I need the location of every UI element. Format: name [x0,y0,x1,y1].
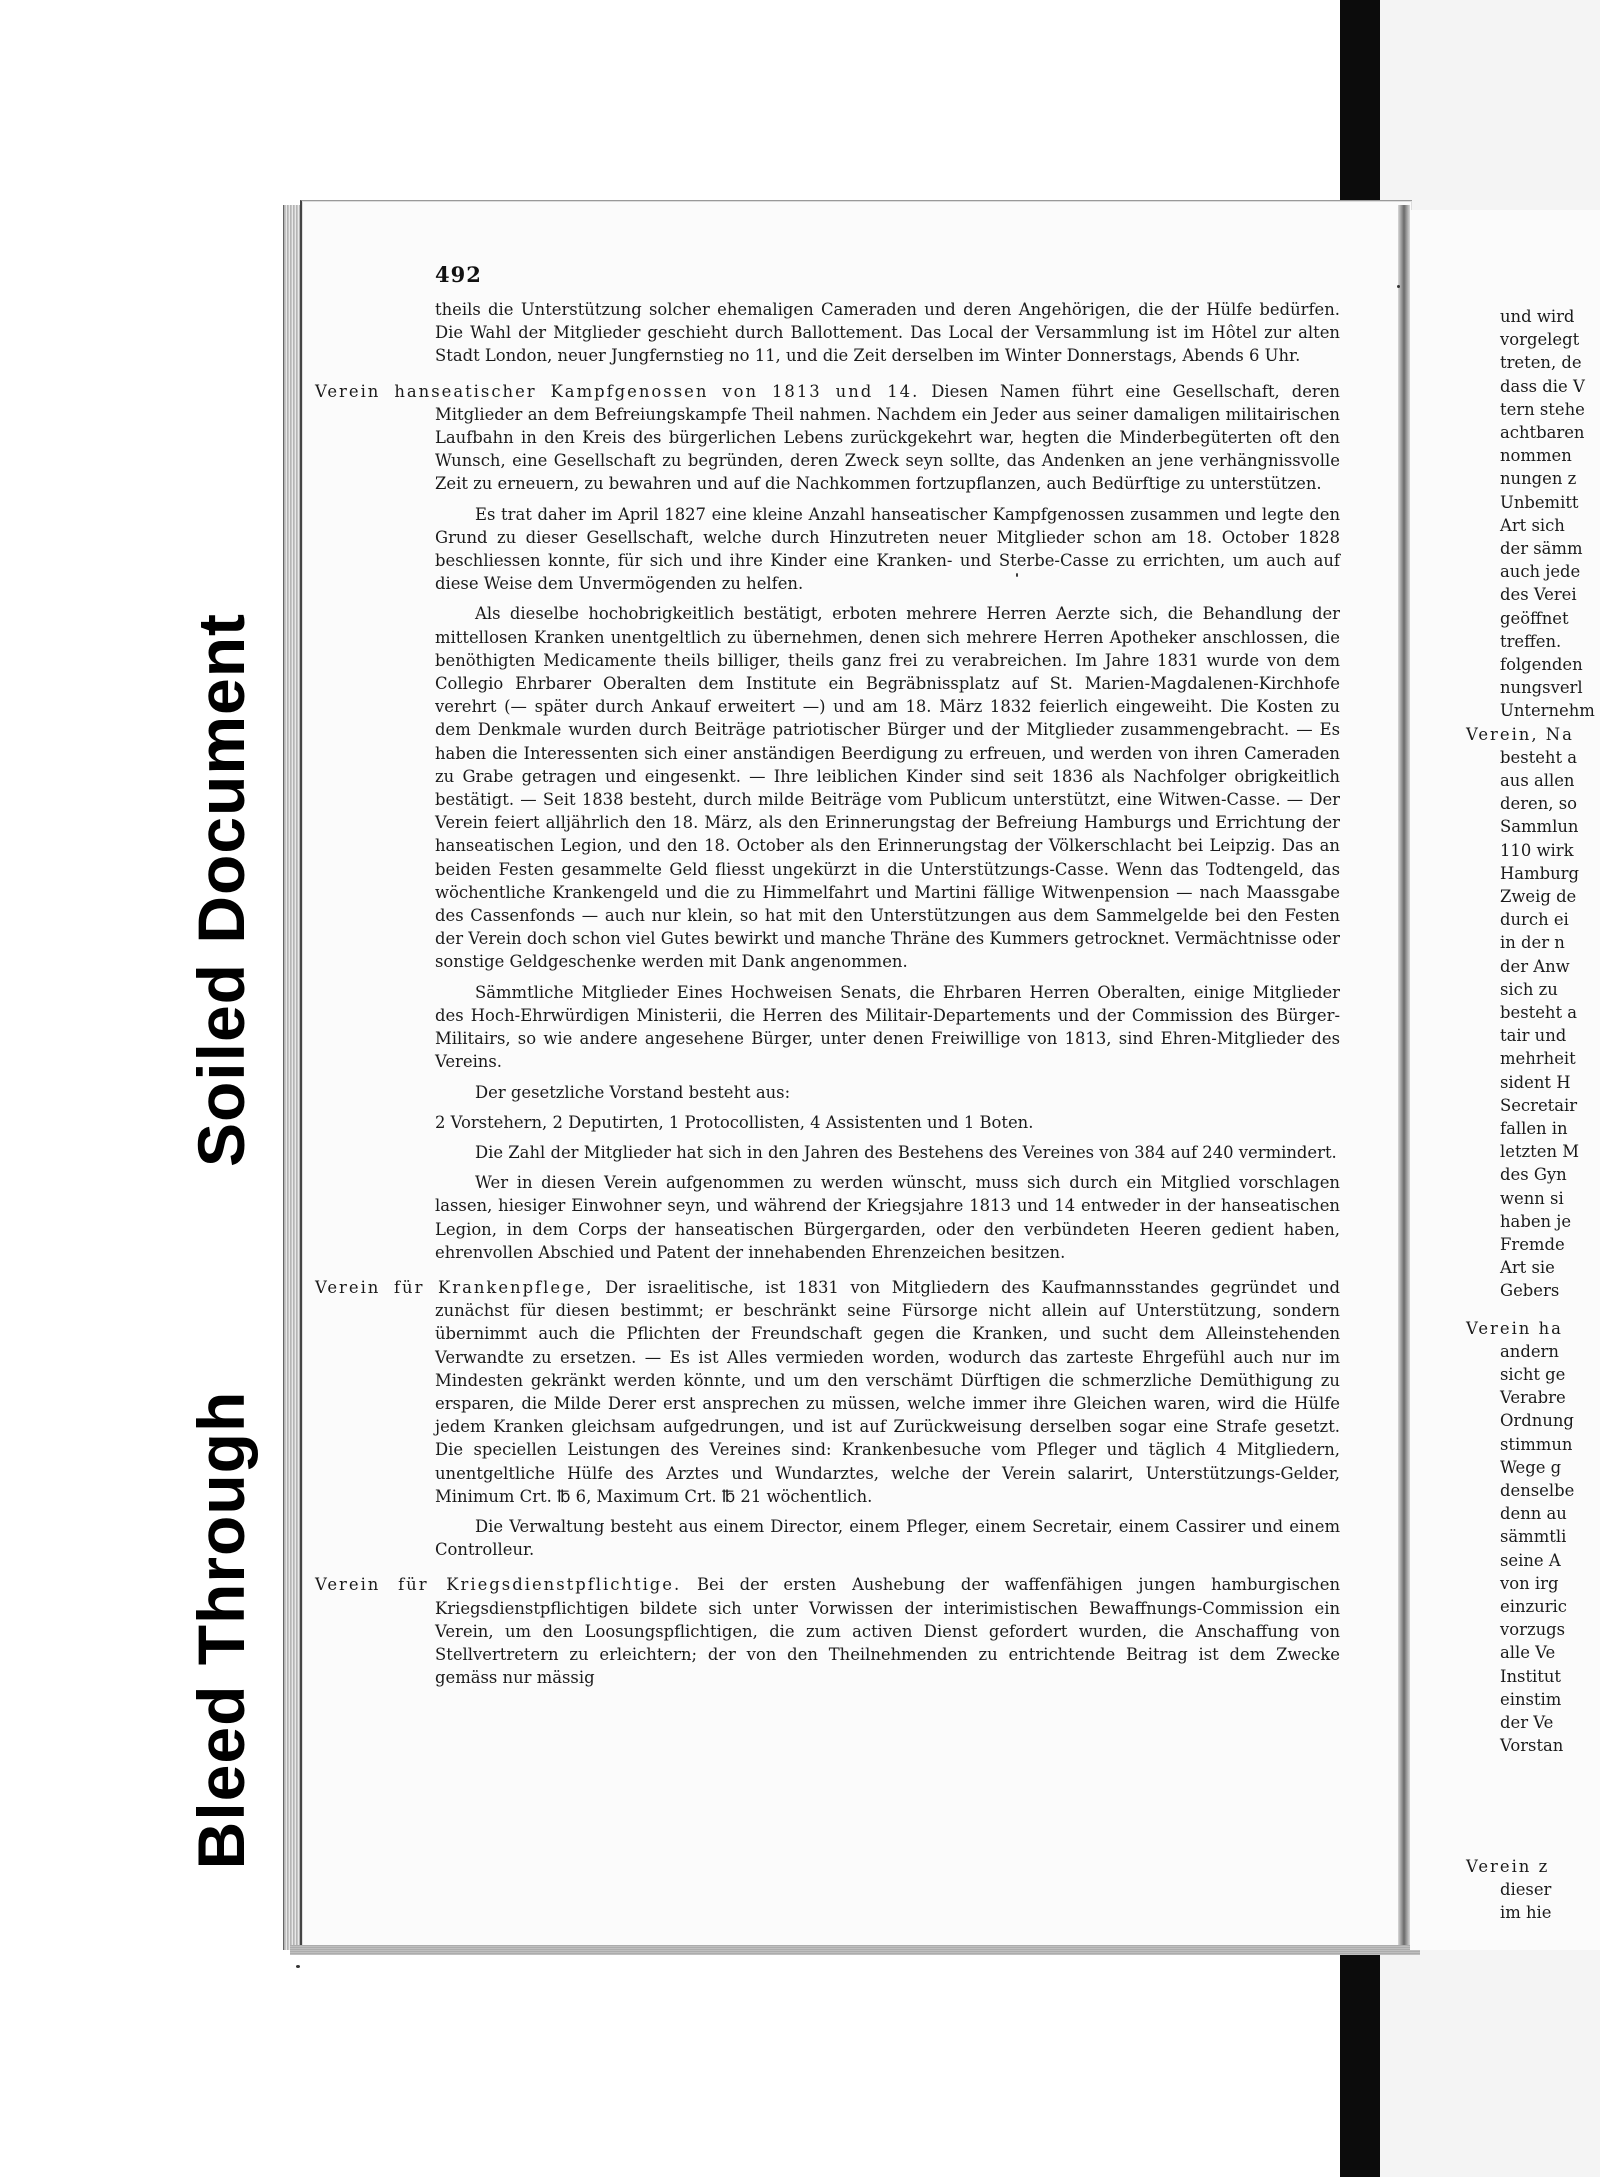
entry-paragraph [315,380,1340,496]
facing-text-line: wenn si [1500,1188,1564,1208]
facing-text-line: des Verei [1500,585,1577,605]
facing-text-line: sich zu [1500,979,1558,999]
entry-heading: Verein für Kriegsdienstpflichtige. [315,1575,682,1595]
facing-text-line: dass die V [1500,376,1585,396]
soil-speck [1016,573,1018,577]
facing-text-line: alle Ve [1500,1643,1556,1663]
facing-text-line: Secretair [1500,1095,1578,1115]
facing-text-line: einzuric [1500,1596,1567,1616]
facing-text-line: letzten M [1500,1142,1579,1162]
facing-text-line: Wege g [1500,1457,1562,1477]
body-paragraph: Wer in diesen Verein aufgenommen zu werden wünscht, muss sich durch ein Mitglied vorschlagen lassen, hiesiger Einwohner seyn, und während der Kriegsjahre 1813 und 14 entweder in der hanseatischen Legion, in dem Corps der hanseatischen Bürgergarden, oder den verbündeten Heeren gedient haben, ehrenvollen Abschied und Patent der innehabenden Ehrenzeichen besitzen. [435,1173,1340,1262]
facing-text-line: besteht a [1500,747,1578,767]
facing-text-line: denselbe [1500,1480,1575,1500]
facing-text-line: im hie [1500,1903,1552,1923]
facing-text-line: vorgelegt [1500,330,1580,350]
facing-text-line: sicht ge [1500,1364,1566,1384]
entry-text: Diesen Namen führt eine Gesellschaft, deren Mitglieder an dem Befreiungskampfe Theil nahmen. Nachdem ein Jeder aus seiner damaligen militairischen Laufbahn in den Kreis des bürgerlichen Lebens zurückgekehrt war, hegten die Minderbegüterten oft den Wunsch, eine Gesellschaft zu begründen, deren Zweck seyn sollte, das Andenken an jene verhängnissvolle Zeit zu erneuern, zu bewahren und auf die Nachkommen fortzupflanzen, auch Bedürftige zu unterstützen. [435,381,1340,494]
facing-text-line: Hamburg [1500,863,1579,883]
facing-text-line: der Ve [1500,1712,1554,1732]
facing-text-line: einstim [1500,1689,1562,1709]
facing-text-line: von irg [1500,1573,1559,1593]
facing-text-line: Institut [1500,1666,1562,1686]
facing-text-line: Zweig de [1500,887,1577,906]
facing-text-line: folgenden [1500,655,1583,674]
soil-speck [1397,285,1400,288]
body-paragraph: Die Verwaltung besteht aus einem Director, einem Pfleger, einem Secretair, einem Cassirer und einem Controlleur. [435,1516,1340,1560]
facing-text-line: treffen. [1500,631,1562,651]
facing-text-line: Unbemitt [1500,492,1579,512]
body-paragraph: 2 Vorstehern, 2 Deputirten, 1 Protocollisten, 4 Assistenten und 1 Boten. [435,1112,1034,1132]
facing-text-line: Art sich [1500,515,1565,535]
facing-text-line: vorzugs [1500,1620,1566,1640]
body-paragraph: Als dieselbe hochobrigkeitlich bestätigt, erboten mehrere Herren Aerzte sich, die Behandlung der mittellosen Kranken unentgeltlich zu übernehmen, denen sich mehrere Herren Apotheker anschlossen, die benöthigten Medicamente theils billiger, theils ganz frei zu verabreichen. Im Jahre 1831 wurde von dem Collegio Ehrbarer Oberalten dem Institute ein Begräbnissplatz auf St. Marien-Magdalenen-Kirchhofe verehrt (— später durch Ankauf erweitert —) und am 18. März 1832 feierlich eingeweiht. Die Kosten zu dem Denkmale wurden durch Beiträge patriotischer Bürger und der Mitglieder zusammengebracht. — Es haben die Interessenten sich einer anständigen Beerdigung zu erfreuen, und werden von ihren Cameraden zu Grabe getragen und eingesenkt. — Ihre leiblichen Kinder sind seit 1836 als Nachfolger obrigkeitlich bestätigt. — Seit 1838 besteht, durch milde Beiträge vom Publicum unterstützt, eine Witwen-Casse. — Der Verein feiert alljährlich den 18. März, als den Erinnerungstag der Befreiung Hamburgs und Errichtung der hanseatischen Legion, und den 18. October als den Erinnerungstag der Völkerschlacht bei Leipzig. Das an beiden Festen gesammelte Geld fliesst ungekürzt in die Unterstützungs-Casse. Wenn das Todtengeld, das wöchentliche Krankengeld und die zu Himmelfahrt und Martini fällige Witwenpension — nach Maassgabe des Cassenfonds — auch nur klein, so hat mit den Unterstützungen aus dem Sammelgelde bei den Festen der Verein doch schon viel Gutes bewirkt und manche Thräne des Kummers getrocknet. Vermächtnisse oder sonstige Geldgeschenke werden mit Dank angenommen. [435,604,1340,972]
facing-text-line: Fremde [1500,1235,1565,1254]
book-page-edges-bottom [290,1945,1420,1955]
facing-text-line: aus allen [1500,771,1575,790]
facing-text-line: tern stehe [1500,399,1585,419]
body-paragraph: Es trat daher im April 1827 eine kleine Anzahl hanseatischer Kampfgenossen zusammen und legte den Grund zu dieser Gesellschaft, welche durch Hinzutreten neuer Mitglieder schon am 18. October 1828 beschliessen konnte, für sich und ihre Kinder eine Kranken- und Sterbe-Casse zu errichten, um auch auf diese Weise dem Unvermögenden zu helfen. [435,504,1340,594]
facing-text-line: und wird [1500,307,1575,326]
facing-text-line: haben je [1500,1211,1572,1231]
facing-text-line: 110 wirk [1500,840,1574,860]
facing-text-line: achtbaren [1500,423,1585,442]
facing-text-line: nungsverl [1500,678,1583,698]
facing-text-line: Sammlun [1500,817,1579,837]
facing-text-line: Gebers [1500,1281,1560,1301]
body-paragraph: Der gesetzliche Vorstand besteht aus: [475,1082,791,1102]
book-gutter [1398,205,1410,1945]
page-text [315,298,1340,1689]
body-paragraph: Sämmtliche Mitglieder Eines Hochweisen Senats, die Ehrbaren Herren Oberalten, einige Mitglieder des Hoch-Ehrwürdigen Ministerii, die Herren des Militair-Departements und der Commission des Bürger-Militairs, so wie andere angesehene Bürger, unter denen Freiwillige von 1813, sind Ehren-Mitglieder des Vereins. [435,982,1340,1072]
facing-text-line: der sämm [1500,539,1583,558]
facing-text-line: Ordnung [1500,1411,1574,1431]
entry-text: Der israelitische, ist 1831 von Mitgliedern des Kaufmannsstandes gegründet und zunächst für diesen bestimmt; er beschränkt seine Fürsorge nicht allein auf Unterstützung, sondern übernimmt auch die Pflichten der Freundschaft gegen die Kranken, und sucht dem Alleinstehenden Verwandte zu ersetzen. — Es ist Alles vermieden worden, wodurch das zarteste Ehrgefühl auch nur im Mindesten gekränkt werden könnte, und um den verschämt Dürftigen die schmerzliche Demüthigung zu ersparen, die Milde Derer erst ansprechen zu müssen, welche immer ihre Gleichen waren, wird die Hülfe jedem Kranken gleichsam aufgedrungen, und ist auf Zurückweisung derselben sogar eine Strafe gesetzt. Die speciellen Leistungen des Vereines sind: Krankenbesuche vom Pfleger und täglich 4 Mitgliedern, unentgeltliche Hülfe des Arztes und Wundarztes, welche der Verein salarirt, Unterstützungs-Gelder, Minimum Crt. ℔ 6, Maximum Crt. ℔ 21 wöchentlich. [435,1277,1340,1506]
facing-text-line: nommen [1500,446,1572,466]
facing-text-line: Vorstan [1500,1736,1564,1756]
facing-text-line: durch ei [1500,910,1569,930]
entry-heading: Verein hanseatischer Kampfgenossen von 1813 und 14. [315,381,920,401]
facing-text-line: dieser [1500,1879,1552,1899]
facing-entry-heading: Verein z [1466,1856,1550,1876]
facing-text-line: mehrheit [1500,1049,1576,1069]
facing-text-line: deren, so [1500,794,1577,814]
page-number: 492 [435,262,482,287]
facing-text-line: seine A [1500,1550,1561,1570]
soiled-document-label: Soiled Document [168,580,274,1200]
facing-text-line: sämmtli [1500,1527,1567,1547]
facing-text-line: des Gyn [1500,1165,1567,1185]
facing-text-line: sident H [1500,1072,1571,1092]
soil-speck [296,1965,300,1968]
facing-text-line: denn au [1500,1504,1567,1524]
facing-text-line: der Anw [1500,956,1570,976]
entry-text: Bei der ersten Aushebung der waffenfähigen jungen hamburgischen Kriegsdienstpflichtigen bildete sich unter Vorwissen der interimistischen Bewaffnungs-Commission ein Verein, um den Loosungspflichtigen, die zum activen Dienst gefordert wurden, die Anschaffung von Stellvertretern zu erleichtern; der von den Theilnehmenden zu entrichtende Beitrag ist dem Zwecke gemäss nur mässig [435,1575,1340,1688]
entry-paragraph [315,1573,1340,1689]
facing-text-line: auch jede [1500,562,1581,582]
facing-text-line: andern [1500,1341,1559,1361]
facing-text-line: stimmun [1500,1434,1573,1454]
facing-text-line: treten, de [1500,353,1582,373]
facing-text-line: geöffnet [1500,608,1569,628]
bleed-through-label: Bleed Through [168,1335,274,1925]
facing-text-line: nungen z [1500,469,1577,489]
facing-text-line: besteht a [1500,1003,1578,1022]
facing-text-line: fallen in [1500,1119,1568,1138]
entry-paragraph [315,1276,1340,1508]
body-paragraph: Die Zahl der Mitglieder hat sich in den Jahren des Bestehens des Vereines von 384 auf 240 vermindert. [475,1142,1337,1162]
facing-text-line: Verabre [1500,1388,1566,1408]
facing-text-line: Unternehm [1500,701,1595,721]
facing-text-line: Art sie [1500,1258,1555,1278]
facing-entry-heading: Verein, Na [1466,724,1574,744]
facing-text-line: in der n [1500,933,1565,953]
facing-text-line: tair und [1500,1026,1567,1046]
entry-heading: Verein für Krankenpflege, [315,1277,594,1297]
facing-entry-heading: Verein ha [1466,1318,1563,1338]
body-paragraph: theils die Unterstützung solcher ehemaligen Cameraden und deren Angehörigen, die der Hülfe bedürfen. Die Wahl der Mitglieder geschieht durch Ballottement. Das Local der Versammlung ist im Hôtel zur alten Stadt London, neuer Jungfernstieg no 11, und die Zeit derselben im Winter Donnerstags, Abends 6 Uhr. [435,300,1340,366]
